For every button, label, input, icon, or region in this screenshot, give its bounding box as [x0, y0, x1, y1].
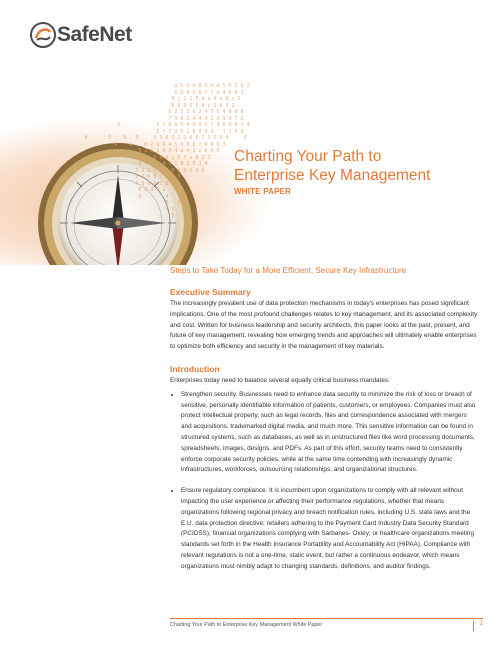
title-line-2: Enterprise Key Management — [234, 167, 431, 184]
main-content — [170, 266, 478, 583]
executive-summary-body: The increasingly prevalent use of data protection mechanisms in today's enterprises has posed significant implications. One of the most profound challenges relates to key management, and its associated complexity and cost. Written for business leadership and security architects, this paper looks at the past, present, and future of key management, revealing how emerging trends and approaches will ultimately enable enterprises to optimize both efficiency and security in the management of key materials. — [170, 300, 478, 351]
safenet-logo — [30, 22, 132, 48]
page-footer — [170, 618, 483, 628]
brand-name: SafeNet — [57, 23, 132, 46]
introduction-heading: Introduction — [170, 363, 220, 374]
list-item: • Ensure regulatory compliance. It is incumbent upon organizations to comply with all relevant without impacting the user experience or affecting their performance regulations, whether that means organizations following regional privacy and breach notification rules, including U.S. state laws and the E.U. data protection directive; retailers adhering to the Payment Card Industry Data Security Standard (PCIDSS); financial organizations complying with Sarbanes- Oxley; or healthcare organizations meeting standards set forth in the Health Insurance Portability and Accountability Act (HIPAA). Compliance with relevant regulations is not a one-time, static event, but rather a continuous endeavor, which means organizations must nimbly adapt to changing standards, definitions, and auditor findings. — [181, 486, 478, 572]
tagline: Steps to Take Today for a More Efficient, Secure Key Infrastructure — [170, 266, 407, 275]
document-title — [234, 147, 494, 185]
footer-text: Charting Your Path to Enterprise Key Management White Paper — [170, 622, 323, 628]
title-line-1: Charting Your Path to — [234, 148, 382, 165]
list-item: • Strengthen security. Businesses need to enhance data security to minimize the risk of loss or breach of sensitive, personally identifiable information of patients, customers, or employees. Companies must also protect intellectual property, such as legal records, files and correspondence associated with mergers and acquisitions, trademarked digital media, and much more. This sensitive information can be found in structured systems, such as databases, as well as in unstructured files like word processing documents, spreadsheets, images, designs, and PDFs. As part of this effort, security teams need to consistently enforce corporate security policies, while at the same time contending with increasingly dynamic infrastructures, workforces, outsourcing relationships, and organizational structures. — [181, 390, 478, 476]
decorative-digits: a 5 6 4 8 3 m 4 5 h 3 k 2 1 2 6 k 6 f 7 a 4 k 9 2 9 j 2 2 5 k a 4 a 8 s 2 8 8 9 2 5 4 c 2 k 5 2 5 2 3 2 k 2 4 7 5 4 8 d 8 7 9 0 3 4 4 4 2 9 9 9 7 5 9 3 f 8 a 5 4 9 9 7 7 9 0 0 8 f 4 5 f 7 d 0 1 8 8 0 3 1 1 5 8 4 5 9 3 4 5 8 3 2 2 6 6 7 1 5 5 4 6 9 4 0 2 6 9 4 5 0 3 6 f 6 9 6 3 5 2 5 1 9 3 4 a 4 1 c k 5 9 6 d 8 8 6 j 5 f s 8 2 3 4 3 2 1 d 7 1 8 2 5 1 4 3 3 2 6 8 7 0 3 6 f 9 6 3 4 6 8 7 4 7 5 4 3 9 9 2 8 6 0 6 d 5 a 9 4 8 6 4 5 9 — [84, 83, 250, 219]
page-number: 1 — [473, 621, 483, 631]
hero-title-block — [234, 147, 494, 196]
introduction-lead: Enterprises today need to balance several equally critical business mandates: — [170, 376, 390, 384]
hero-banner — [0, 75, 500, 265]
safenet-logo-icon — [30, 22, 56, 48]
white-paper-label: WHITE PAPER — [234, 187, 292, 196]
mandates-list — [170, 390, 478, 573]
executive-summary-heading: Executive Summary — [170, 287, 251, 297]
